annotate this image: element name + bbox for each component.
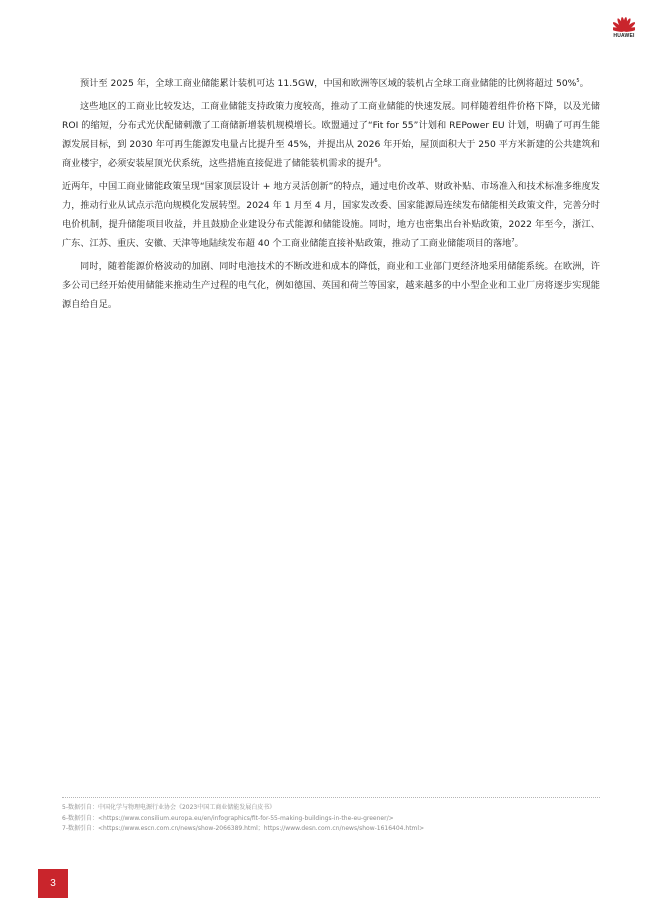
paragraph-2: 这些地区的工商业比较发达，工商业储能支持政策力度较高，推动了工商业储能的快速发展。同样随着组件价格下降，以及光储 ROI 的缩短，分布式光伏配储刺激了工商储新增装机规模增长。欧盟通过了“Fit for 55”计划和 REPower EU 计划，明确了可再生能源发展目标，到 2030 年可再生能源发电量占比提升至 45%，并提出从 2026 年开始，屋顶面积大于 250 平方米新建的公共建筑和商业楼宇，必须安装屋顶光伏系统，这些措施直接促进了储能装机需求的提升$^6$。 (62, 101, 600, 169)
footnote-divider (62, 797, 600, 798)
footnote-7: 7-数据引自：<https://www.escn.com.cn/news/show-2066389.html；https://www.desn.com.cn/news/show-1616404.html> (62, 825, 425, 832)
paragraph-3: 近两年，中国工商业储能政策呈现“国家顶层设计 + 地方灵活创新”的特点，通过电价改革、财政补贴、市场准入和技术标准多维度发力，推动行业从试点示范向规模化发展转型。2024 年 1 月至 4 月，国家发改委、国家能源局连续发布储能相关政策文件，完善分时电价机制，提升储能项目收益，并且鼓励企业建设分布式能源和储能设施。同时，地方也密集出台补贴政策，2022 年至今，浙江、广东、江苏、重庆、安徽、天津等地陆续发布超 40 个工商业储能直接补贴政策，推动了工商业储能项目的落地$^7$。 (62, 181, 600, 249)
paragraph-1: 预计至 2025 年，全球工商业储能累计装机可达 11.5GW，中国和欧洲等区域的装机占全球工商业储能的比例将超过 50%$^5$。 (80, 78, 589, 89)
footnote-ref: 5 (576, 78, 580, 84)
footnote-5: 5-数据引自：中国化学与物理电源行业协会《2023中国工商业储能发展白皮书》 (62, 804, 276, 811)
logo-wordmark: HUAWEI (613, 33, 635, 39)
footnote-ref: 6 (374, 158, 378, 164)
footnotes (62, 803, 600, 835)
huawei-logo (611, 16, 637, 39)
huawei-flower-icon (613, 16, 635, 32)
footnote-ref: 7 (511, 238, 515, 244)
paragraph-4: 同时，随着能源价格波动的加剧、同时电池技术的不断改进和成本的降低，商业和工业部门更经济地采用储能系统。在欧洲，许多公司已经开始使用储能来推动生产过程的电气化，例如德国、英国和荷兰等国家，越来越多的中小型企业和工业厂房将逐步实现能源自给自足。 (62, 261, 600, 310)
footnote-6: 6-数据引自：<https://www.consilium.europa.eu/en/infographics/fit-for-55-making-buildings-in-the-eu-greener/> (62, 814, 394, 822)
page-number: 3 (38, 869, 68, 898)
document-body (62, 74, 600, 318)
